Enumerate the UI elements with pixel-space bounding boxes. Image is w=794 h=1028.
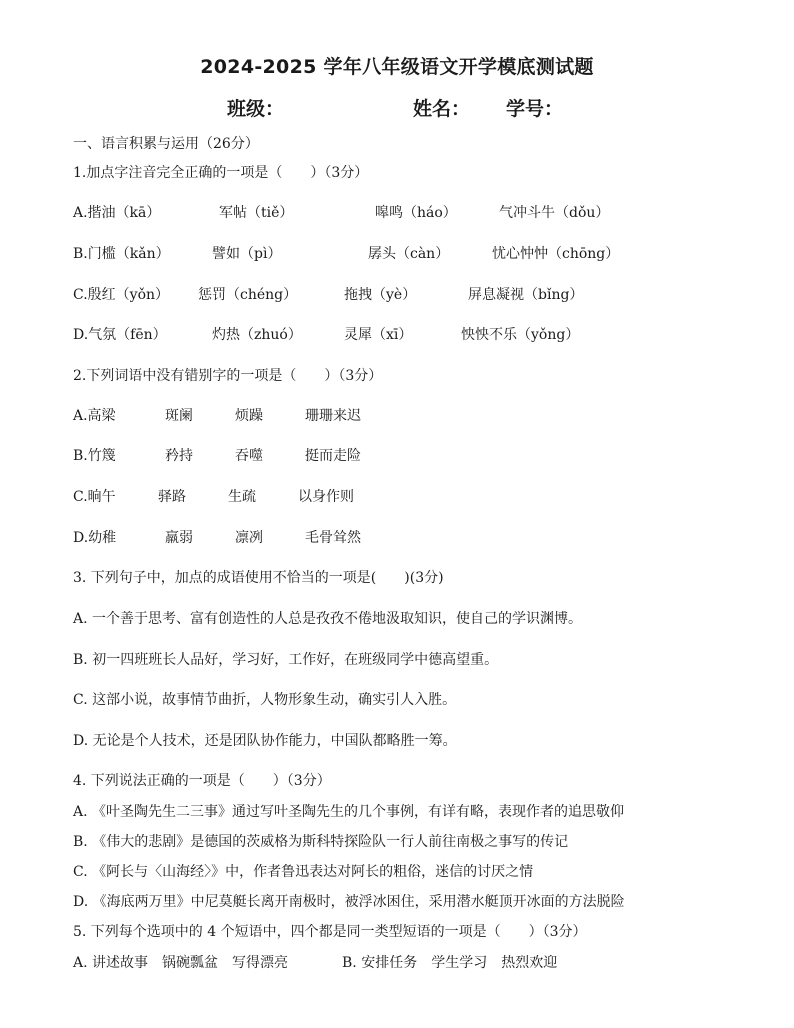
- q1-option-a-item: 嗥鸣（háo）: [375, 205, 457, 221]
- class-label: 班级：: [227, 98, 285, 120]
- q5-option-b: B. 安排任务 学生学习 热烈欢迎: [342, 955, 558, 971]
- q2-option-a-item: 珊珊来迟: [305, 408, 361, 424]
- q2-option-b: B.竹篾: [73, 448, 116, 464]
- name-label: 姓名：: [413, 98, 471, 120]
- page-title: 2024-2025 学年八年级语文开学模底测试题: [200, 56, 594, 78]
- q1-option-b-item: 譬如（pì）: [212, 246, 282, 262]
- q1-option-d-item: 灵犀（xī）: [344, 327, 413, 343]
- q4-option-b: B. 《伟大的悲剧》是德国的茨威格为斯科特探险队一行人前往南极之事写的传记: [73, 834, 569, 850]
- q2-option-d-item: 凛冽: [235, 530, 263, 546]
- q2-option-c-item: 生疏: [228, 489, 256, 505]
- q3-option-d: D. 无论是个人技术，还是团队协作能力，中国队都略胜一筹。: [73, 733, 457, 749]
- q2-option-a: A.高梁: [73, 408, 116, 424]
- question-5-stem: 5. 下列每个选项中的 4 个短语中，四个都是同一类型短语的一项是（ ）（3分）: [73, 924, 587, 940]
- q1-option-b-item: 孱头（càn）: [368, 246, 450, 262]
- q1-option-a-item: 气冲斗牛（dǒu）: [499, 205, 610, 221]
- q2-option-b-item: 矜持: [165, 448, 193, 464]
- q5-option-a: A. 讲述故事 锅碗瓢盆 写得漂亮: [73, 955, 289, 971]
- question-3-stem: 3. 下列句子中，加点的成语使用不恰当的一项是( )(3分): [73, 570, 444, 586]
- question-1-stem: 1.加点字注音完全正确的一项是（ ）（3分）: [73, 165, 369, 181]
- q2-option-d-item: 毛骨耸然: [305, 530, 361, 546]
- q4-option-a: A. 《叶圣陶先生二三事》通过写叶圣陶先生的几个事例，有详有略，表现作者的追思敬仰: [73, 804, 625, 820]
- q1-option-c-item: 拖拽（yè）: [344, 287, 417, 303]
- q1-option-a-item: 军帖（tiě）: [219, 205, 294, 221]
- q1-option-d: D.气氛（fēn）: [73, 327, 167, 343]
- q1-option-c-item: 惩罚（chéng）: [198, 287, 298, 303]
- q3-option-c: C. 这部小说，故事情节曲折，人物形象生动，确实引人入胜。: [73, 692, 457, 708]
- section-heading: 一、语言积累与运用（26分）: [73, 136, 259, 152]
- q2-option-c-item: 驿路: [158, 489, 186, 505]
- q2-option-b-item: 吞噬: [235, 448, 263, 464]
- q3-option-b: B. 初一四班班长人品好，学习好，工作好，在班级同学中德高望重。: [73, 652, 499, 668]
- q1-option-d-item: 灼热（zhuó）: [212, 327, 302, 343]
- q1-option-c-item: 屏息凝视（bǐng）: [468, 287, 584, 303]
- q2-option-c-item: 以身作则: [298, 489, 354, 505]
- q2-option-c: C.晌午: [73, 489, 116, 505]
- q1-option-a: A.揩油（kā）: [73, 205, 161, 221]
- q2-option-a-item: 烦躁: [235, 408, 263, 424]
- q4-option-d: D. 《海底两万里》中尼莫艇长离开南极时，被浮冰困住，采用潜水艇顶开冰面的方法脱险: [73, 894, 625, 910]
- q1-option-b: B.门槛（kǎn）: [73, 246, 170, 262]
- q2-option-d-item: 羸弱: [165, 530, 193, 546]
- question-2-stem: 2.下列词语中没有错别字的一项是（ ）（3分）: [73, 368, 383, 384]
- question-4-stem: 4. 下列说法正确的一项是（ ）（3分）: [73, 773, 331, 789]
- student-id-label: 学号：: [506, 98, 564, 120]
- q2-option-b-item: 挺而走险: [305, 448, 361, 464]
- q1-option-b-item: 忧心忡忡（chōng）: [492, 246, 620, 262]
- q1-option-c: C.殷红（yǒn）: [73, 287, 170, 303]
- q4-option-c: C. 《阿长与〈山海经〉》中，作者鲁迅表达对阿长的粗俗，迷信的讨厌之情: [73, 864, 534, 880]
- q2-option-d: D.幼稚: [73, 530, 117, 546]
- q3-option-a: A. 一个善于思考、富有创造性的人总是孜孜不倦地汲取知识，使自己的学识渊博。: [73, 611, 583, 627]
- q2-option-a-item: 斑阑: [165, 408, 193, 424]
- q1-option-d-item: 怏怏不乐（yǒng）: [461, 327, 580, 343]
